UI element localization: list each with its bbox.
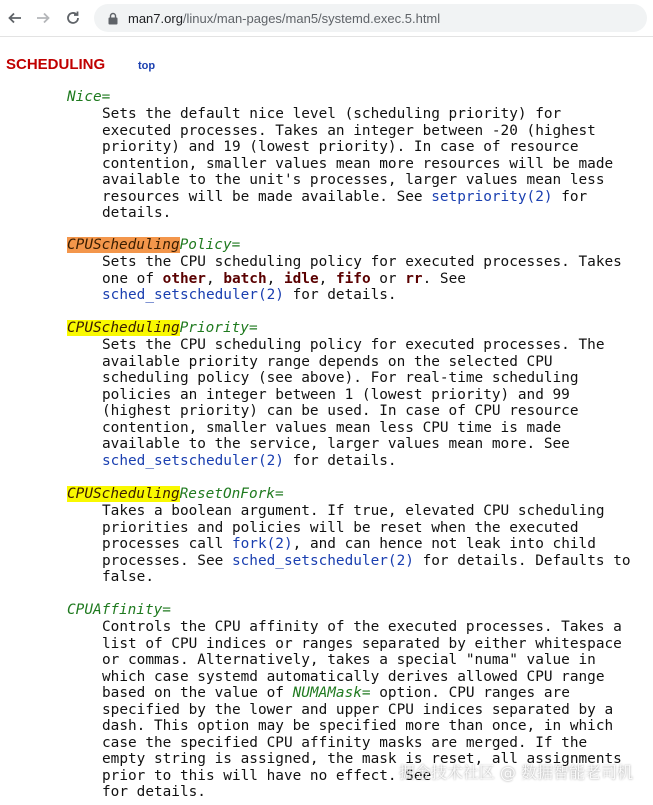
option-cpuschedulingpolicy-title: CPUSchedulingPolicy= [67, 237, 241, 253]
forward-arrow-icon[interactable] [32, 7, 54, 29]
sched-setscheduler-link[interactable]: sched_setscheduler(2) [102, 452, 284, 469]
watermark: 掘金技术社区 @ 数据智能老司机 [398, 763, 633, 782]
option-nice-title: Nice= [67, 89, 111, 105]
top-link[interactable]: top [138, 60, 156, 72]
option-cpuschedulingpriority-description: Sets the CPU scheduling policy for executed processes. The available priority range depends on the selected CPU scheduling policy (see above). For real-time scheduling policies an integer between 1 (lowest priority) and 99 (highest priority) can be used. In case of CPU resource contention, smaller values mean less CPU time is made available to the service, larger values mean more. See sched_setscheduler(2) for details. [102, 337, 605, 469]
browser-toolbar [0, 0, 653, 37]
option-cpuschedulingpriority-title: CPUSchedulingPriority= [67, 320, 258, 336]
section-heading: SCHEDULING [6, 56, 106, 73]
option-cpuaffinity-description: Controls the CPU affinity of the executed processes. Takes a list of CPU indices or ranges separated by either whitespace or commas. Alternatively, takes a special "numa" value in which case systemd automatically derives allowed CPU range based on the value of NUMAMask= option. CPU ranges are specified by the lower and upper CPU indices separated by a dash. This option may be specified more than once, in which case the specified CPU affinity masks are merged. If the empty string is assigned, the mask is reset, all assignments prior to this will have no effect. See for details. [102, 619, 622, 801]
numamask-ref: NUMAMask= [292, 685, 371, 702]
lock-icon[interactable] [106, 11, 120, 25]
url-path: /linux/man-pages/man5/systemd.exec.5.html [182, 10, 441, 26]
reload-icon[interactable] [62, 7, 84, 29]
back-arrow-icon[interactable] [4, 7, 26, 29]
setpriority-link[interactable]: setpriority(2) [431, 188, 553, 205]
address-bar[interactable] [94, 4, 647, 32]
option-cpuschedulingresetonfork-description: Takes a boolean argument. If true, elevated CPU scheduling priorities and policies will be reset when the executed processes call fork(2), and can hence not leak into child processes. See sched_setscheduler(2) for details. Defaults to false. [102, 503, 631, 586]
url-domain: man7.org [128, 10, 183, 26]
option-nice-description: Sets the default nice level (scheduling priority) for executed processes. Takes an integer between -20 (highest priority) and 19 (lowest priority). In case of resource contention, smaller values mean more resources will be made available to the unit's processes, larger values mean less resources will be made available. See setpriority(2) for details. [102, 106, 614, 222]
sched-setscheduler-link[interactable]: sched_setscheduler(2) [102, 287, 284, 304]
fork-link[interactable]: fork(2) [231, 536, 293, 553]
option-cpuschedulingpolicy-description: Sets the CPU scheduling policy for executed processes. Takes one of other, batch, idle, fifo or rr. See sched_setscheduler(2) for details. [102, 254, 622, 304]
search-highlight: CPUScheduling [67, 486, 180, 502]
sched-setscheduler-link[interactable]: sched_setscheduler(2) [231, 552, 414, 569]
option-cpuaffinity-title: CPUAffinity= [67, 602, 171, 618]
option-cpuschedulingresetonfork-title: CPUSchedulingResetOnFork= [67, 486, 284, 502]
search-highlight: CPUScheduling [67, 237, 180, 253]
search-highlight: CPUScheduling [67, 320, 180, 336]
